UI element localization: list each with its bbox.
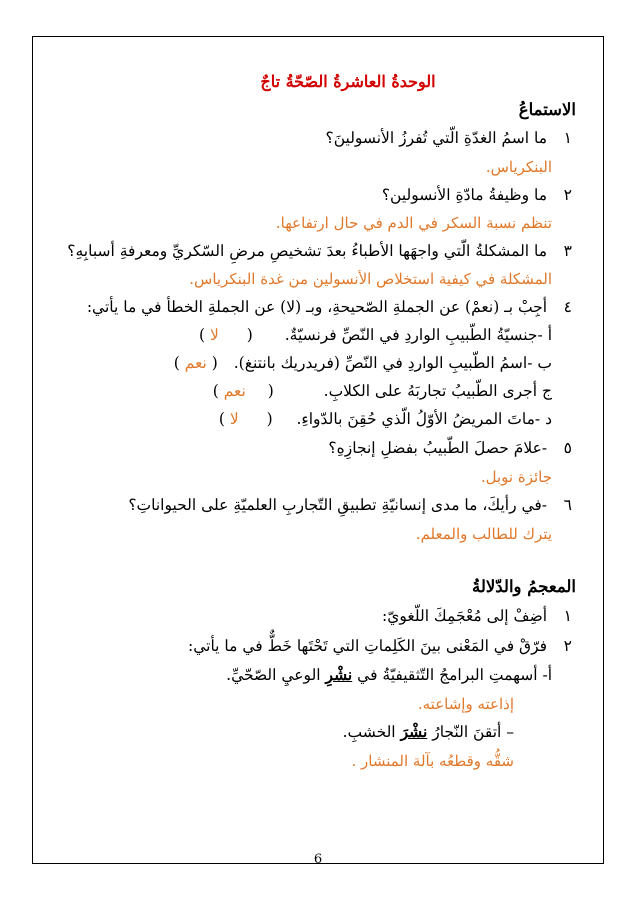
question-2 <box>382 185 572 205</box>
item-label: أ- <box>542 666 552 684</box>
question-4 <box>87 297 572 317</box>
question-text: ما المشكلةُ الّتي واجهَها الأطباءُ بعدَ تشخيصِ مرضِ السّكريِّ ومعرفةِ أسبابِهِ؟ <box>67 242 548 260</box>
question-number: ٣ <box>563 242 572 260</box>
close-bracket: ) <box>212 382 219 400</box>
lexicon-question-2 <box>188 636 572 656</box>
answer-1: البنكرياس. <box>485 158 552 176</box>
tf-item-a <box>199 325 552 345</box>
tf-item-c <box>213 381 552 401</box>
listening-heading: الاستماعُ <box>518 100 576 119</box>
question-text: أضِفْ إلى مُعْجَمِكَ اللّغويّ: <box>382 607 548 625</box>
usage-sentence-b <box>343 722 514 742</box>
question-text: أجِبْ بـ (نعمْ) عن الجملةِ الصّحيحةِ، وبـ (لا) عن الجملةِ الخطأ في ما يأتي: <box>86 298 548 316</box>
lexicon-heading: المعجمُ والدّلالةُ <box>471 577 576 596</box>
item-text: -اسمُ الطّبيبِ الواردِ في النّصِّ (فريدريك بانتنغ). <box>233 354 533 372</box>
item-letter: ب <box>537 354 552 372</box>
question-number: ٦ <box>563 496 572 514</box>
item-answer: نعم <box>184 354 207 372</box>
question-5 <box>328 438 572 458</box>
item-text: -ماتَ المريضُ الأوّلُ الّذي حُقِنَ بالدّواءِ. <box>296 410 541 428</box>
answer-5: جائزة نوبل. <box>480 468 552 486</box>
unit-title: الوحدةُ العاشرةُ الصّحّةُ تاجٌ <box>260 72 436 91</box>
tf-item-b <box>174 353 552 373</box>
close-bracket: ) <box>173 354 180 372</box>
answer-6: يترك للطالب والمعلم. <box>415 525 552 543</box>
sentence-start: أتقنَ النّجارُ <box>432 723 502 741</box>
question-text: -في رأيكَ، ما مدى إنسانيّةِ تطبيقِ التّجاربِ العلميّةِ على الحيواناتِ؟ <box>128 496 548 514</box>
item-answer: لا <box>210 326 219 344</box>
question-text: ما اسمُ الغدّةِ الّتي تُفرزُ الأنسولينَ؟ <box>325 129 548 147</box>
tf-item-d <box>219 409 552 429</box>
open-bracket: ( <box>266 410 273 428</box>
item-text: -جنسيّةُ الطّبيبِ الواردِ في النّصِّ فرنسيّةٌ. <box>284 326 543 344</box>
question-text: -علامَ حصلَ الطّبيبُ بفضلِ إنجازِهِ؟ <box>328 439 548 457</box>
usage-sentence-a <box>226 665 552 685</box>
item-answer: نعم <box>223 382 246 400</box>
item-answer: لا <box>229 410 239 428</box>
question-text: فرّقْ في المَعْنى بينَ الكَلِماتِ التي تَحْتَها خَطٌّ في ما يأتي: <box>187 637 548 655</box>
page-number: 6 <box>313 852 323 867</box>
item-text: أجرى الطّبيبُ تجاربَهُ على الكلابِ. <box>323 382 538 400</box>
question-3 <box>67 241 572 261</box>
open-bracket: ( <box>246 326 253 344</box>
close-bracket: ) <box>199 326 206 344</box>
question-number: ٥ <box>563 439 572 457</box>
sentence-start: أسهمتِ البرامجُ التّثقيفيّةُ في <box>357 666 538 684</box>
lexicon-question-1 <box>382 606 572 626</box>
question-1 <box>325 128 572 148</box>
item-letter: د <box>545 410 552 428</box>
question-6 <box>128 495 572 515</box>
question-number: ٢ <box>563 637 572 655</box>
item-label: – <box>506 723 514 741</box>
item-letter: أ <box>547 326 552 344</box>
underlined-word: نشْرِ <box>325 665 353 684</box>
question-number: ١ <box>563 129 572 147</box>
sentence-end: الخشبِ. <box>342 723 396 741</box>
answer-3: المشكلة في كيفية استخلاص الأنسولين من غدة البنكرياس. <box>189 270 552 288</box>
answer-b: شقُّه وقطعُه بآلة المنشار . <box>351 752 514 770</box>
close-bracket: ) <box>218 410 225 428</box>
open-bracket: ( <box>267 382 274 400</box>
question-number: ١ <box>563 607 572 625</box>
answer-a: إذاعته وإشاعته. <box>417 695 514 713</box>
question-number: ٤ <box>563 298 572 316</box>
question-number: ٢ <box>563 186 572 204</box>
sentence-end: الوعيِ الصّحّيِّ. <box>226 666 321 684</box>
underlined-word: نشْرَ <box>400 722 428 741</box>
item-letter: ج <box>541 382 552 400</box>
answer-2: تنظم نسبة السكر في الدم في حال ارتفاعها. <box>275 214 552 232</box>
question-text: ما وظيفةُ مادّةِ الأنسولين؟ <box>381 186 548 204</box>
open-bracket: ( <box>211 354 218 372</box>
